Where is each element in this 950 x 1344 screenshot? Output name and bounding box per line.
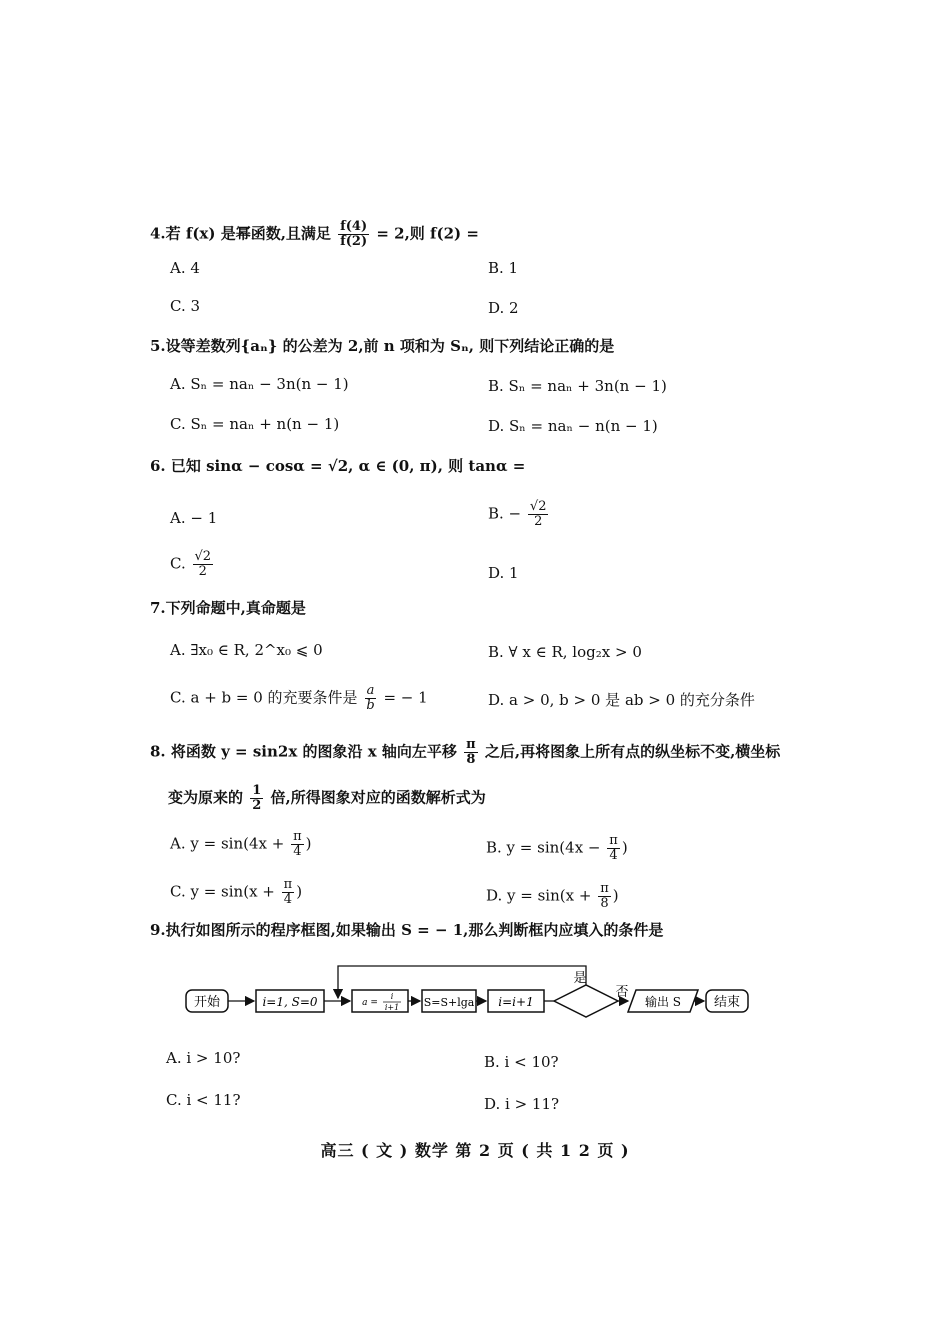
q8-option-b-label: B. y = sin(4x − [486, 838, 601, 857]
frac-num: π [293, 829, 302, 844]
frac-num: a [366, 683, 375, 698]
q4-option-c: C. 3 [170, 297, 201, 315]
flow-increment-label: i=i+1 [498, 995, 534, 1009]
flow-yes-label: 是 [573, 971, 587, 986]
frac-num: π [466, 737, 476, 752]
q4-frac-den: f(2) [340, 234, 368, 249]
q6-option-c-fraction [193, 550, 214, 579]
frac-den: 2 [534, 514, 543, 529]
flow-assign-a-box [352, 990, 408, 1012]
q8-option-b-fraction [607, 834, 620, 863]
flow-start-label: 开始 [193, 995, 221, 1010]
question-6-stem: 6. 已知 sinα − cosα = √2, α ∈ (0, π), 则 tanα = [150, 457, 526, 475]
question-8-stem-line2 [168, 784, 486, 813]
q8-line2a: 变为原来的 [168, 788, 244, 807]
q6-option-b [488, 500, 550, 529]
q7-option-a: A. ∃x₀ ∈ R, 2^x₀ ⩽ 0 [170, 641, 323, 659]
flow-end-label: 结束 [713, 995, 741, 1010]
q8-option-c: C. y = sin(x + $\frac{\pi}{4}$ ) [170, 877, 303, 907]
q4-text: 4.若 f(x) 是幂函数,且满足 [150, 224, 331, 243]
q9-option-a: A. i > 10? [166, 1049, 241, 1067]
q8-line2b: 倍,所得图象对应的函数解析式为 [270, 788, 486, 807]
q8-option-a-label: A. y = sin(4x + [170, 834, 285, 853]
q5-option-c: C. Sₙ = naₙ + n(n − 1) [170, 415, 340, 433]
q7-option-c-end: = − 1 [383, 688, 428, 707]
frac-num: π [283, 877, 293, 892]
q5-option-d: D. Sₙ = naₙ − n(n − 1) [488, 417, 658, 435]
question-4-stem [150, 220, 479, 249]
q8-line1a: 8. 将函数 y = sin2x 的图象沿 x 轴向左平移 [150, 742, 457, 761]
q8-scale-fraction [250, 784, 263, 813]
question-5-stem: 5.设等差数列{aₙ} 的公差为 2,前 n 项和为 Sₙ, 则下列结论正确的是 [150, 337, 615, 355]
frac-den: 2 [198, 564, 207, 579]
q8-line1b: 之后,再将图象上所有点的纵坐标不变,横坐标 [484, 742, 781, 761]
q6-option-c-label: C. [170, 554, 186, 573]
q7-option-c-label: C. a + b = 0 的充要条件是 [170, 688, 358, 707]
q9-option-c: C. i < 11? [166, 1091, 241, 1109]
flow-output-label: 输出 S [644, 995, 682, 1009]
q8-option-d: D. y = sin(x + $\frac{\pi}{8}$ ) [486, 881, 619, 911]
question-9-stem: 9.执行如图所示的程序框图,如果输出 S = − 1,那么判断框内应填入的条件是 [150, 921, 664, 939]
q4-text-end: = 2,则 f(2) = [376, 224, 479, 243]
q7-option-d: D. a > 0, b > 0 是 ab > 0 的充分条件 [488, 691, 755, 709]
page-footer: 高三 ( 文 ) 数学 第 2 页 ( 共 1 2 页 ) [320, 1141, 630, 1160]
program-flowchart [180, 962, 760, 1032]
frac-den: b [366, 698, 375, 713]
flow-init-label: i=1, S=0 [262, 995, 318, 1009]
flow-assign-a-left: a = [362, 998, 378, 1008]
q8-option-a: A. y = sin(4x + $\frac{\pi}{4}$ ) [170, 829, 312, 859]
q8-option-b: B. y = sin(4x − $\frac{\pi}{4}$ ) [486, 833, 628, 863]
q6-option-a: A. − 1 [170, 509, 218, 527]
q4-frac-num: f(4) [340, 219, 368, 234]
q9-option-b: B. i < 10? [484, 1053, 559, 1071]
q7-option-b: B. ∀ x ∈ R, log₂x > 0 [488, 643, 642, 661]
q8-option-a-fraction [291, 830, 304, 859]
frac-den: 4 [609, 848, 618, 863]
q5-option-a: A. Sₙ = naₙ − 3n(n − 1) [170, 375, 349, 393]
q4-option-a: A. 4 [170, 259, 200, 277]
q8-shift-fraction [464, 738, 478, 767]
flow-accumulate-label: S=S+lga [423, 996, 475, 1009]
question-7-stem: 7.下列命题中,真命题是 [150, 599, 306, 617]
q8-option-c-fraction [282, 878, 295, 907]
q4-option-b: B. 1 [488, 259, 519, 277]
q6-option-b-fraction [528, 500, 549, 529]
q6-option-c [170, 550, 215, 579]
frac-den: 2 [252, 798, 262, 813]
q8-option-c-label: C. y = sin(x + [170, 882, 275, 901]
frac-den: 4 [283, 892, 293, 907]
q8-option-d-label: D. y = sin(x + [486, 886, 592, 905]
frac-num: 1 [252, 783, 262, 798]
frac-num: √2 [194, 549, 212, 564]
q9-option-d: D. i > 11? [484, 1095, 560, 1113]
frac-den: 8 [600, 896, 609, 911]
flow-assign-a-den: i+1 [384, 1003, 400, 1012]
q6-option-d: D. 1 [488, 564, 519, 582]
flow-decision-diamond [554, 985, 618, 1017]
q4-fraction [338, 220, 369, 249]
frac-num: π [609, 833, 618, 848]
flow-assign-a-num: i [390, 992, 394, 1001]
q7-option-c [170, 684, 428, 713]
q6-option-b-label: B. − [488, 504, 522, 523]
frac-den: 8 [466, 752, 476, 767]
frac-num: π [600, 881, 609, 896]
frac-num: √2 [529, 499, 547, 514]
frac-den: 4 [293, 844, 302, 859]
q7-option-c-fraction [364, 684, 376, 713]
q4-option-d: D. 2 [488, 299, 519, 317]
flow-no-label: 否 [615, 985, 629, 1000]
q8-option-d-fraction [598, 882, 611, 911]
q5-option-b: B. Sₙ = naₙ + 3n(n − 1) [488, 377, 667, 395]
question-8-stem-line1 [150, 738, 780, 767]
